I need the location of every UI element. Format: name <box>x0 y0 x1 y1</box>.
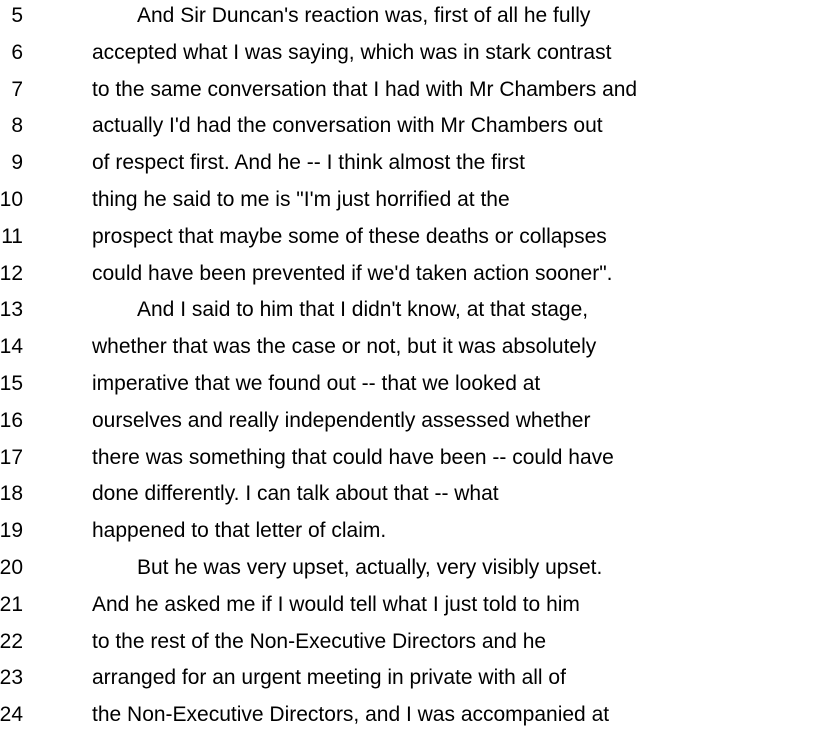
line-number: 23 <box>0 666 23 690</box>
transcript-line <box>0 256 828 293</box>
line-text: there was something that could have been -- could have <box>92 445 614 469</box>
line-number: 24 <box>0 703 23 727</box>
transcript-line <box>0 72 828 109</box>
line-text: prospect that maybe some of these deaths or collapses <box>92 224 607 248</box>
line-number: 15 <box>0 372 23 395</box>
transcript-line <box>0 587 828 624</box>
line-number: 13 <box>0 298 23 322</box>
transcript-line <box>0 145 828 182</box>
line-number: 16 <box>0 408 23 432</box>
line-text: could have been prevented if we'd taken action sooner". <box>92 261 613 285</box>
transcript-line <box>0 476 828 513</box>
line-text: And Sir Duncan's reaction was, first of all he fully <box>137 4 591 27</box>
transcript-line <box>0 403 828 440</box>
transcript-line <box>0 108 828 145</box>
line-text: actually I'd had the conversation with Mr Chambers out <box>92 114 603 138</box>
line-number: 5 <box>11 4 23 27</box>
line-text: arranged for an urgent meeting in private with all of <box>92 666 566 690</box>
transcript-line <box>0 440 828 477</box>
line-text: ourselves and really independently assessed whether <box>92 408 591 432</box>
line-number: 6 <box>11 40 23 64</box>
line-text: thing he said to me is "I'm just horrified at the <box>92 188 510 211</box>
line-number: 22 <box>0 629 23 653</box>
transcript-line <box>0 35 828 72</box>
transcript-line <box>0 292 828 329</box>
transcript-line <box>0 182 828 219</box>
transcript-line <box>0 697 828 734</box>
line-text: And he asked me if I would tell what I just told to him <box>92 592 580 616</box>
transcript-line <box>0 366 828 403</box>
line-number: 14 <box>0 335 23 359</box>
line-text: But he was very upset, actually, very visibly upset. <box>137 556 603 579</box>
line-text: And I said to him that I didn't know, at that stage, <box>137 298 589 322</box>
line-number: 17 <box>0 445 23 469</box>
transcript-line <box>0 0 828 35</box>
line-text: to the same conversation that I had with Mr Chambers and <box>92 77 638 101</box>
transcript-line <box>0 550 828 587</box>
line-text: accepted what I was saying, which was in stark contrast <box>92 40 612 64</box>
line-number: 20 <box>0 556 23 579</box>
transcript-line <box>0 329 828 366</box>
line-number: 19 <box>0 519 23 543</box>
line-text: whether that was the case or not, but it was absolutely <box>92 335 597 359</box>
line-text: of respect first. And he -- I think almost the first <box>92 151 526 175</box>
transcript-line <box>0 624 828 661</box>
line-text: imperative that we found out -- that we looked at <box>92 372 541 395</box>
line-number: 11 <box>1 224 23 248</box>
transcript-line <box>0 660 828 697</box>
transcript-line <box>0 219 828 256</box>
line-text: done differently. I can talk about that -- what <box>92 482 499 506</box>
transcript-line <box>0 513 828 550</box>
line-number: 18 <box>0 482 23 506</box>
line-number: 12 <box>0 261 23 285</box>
line-number: 21 <box>0 592 23 616</box>
line-number: 7 <box>11 77 23 101</box>
line-number: 9 <box>11 151 23 175</box>
line-number: 8 <box>11 114 23 138</box>
line-text: to the rest of the Non-Executive Directors and he <box>92 629 547 653</box>
line-text: happened to that letter of claim. <box>92 519 387 543</box>
line-number: 10 <box>0 188 23 211</box>
line-text: the Non-Executive Directors, and I was accompanied at <box>92 703 610 727</box>
